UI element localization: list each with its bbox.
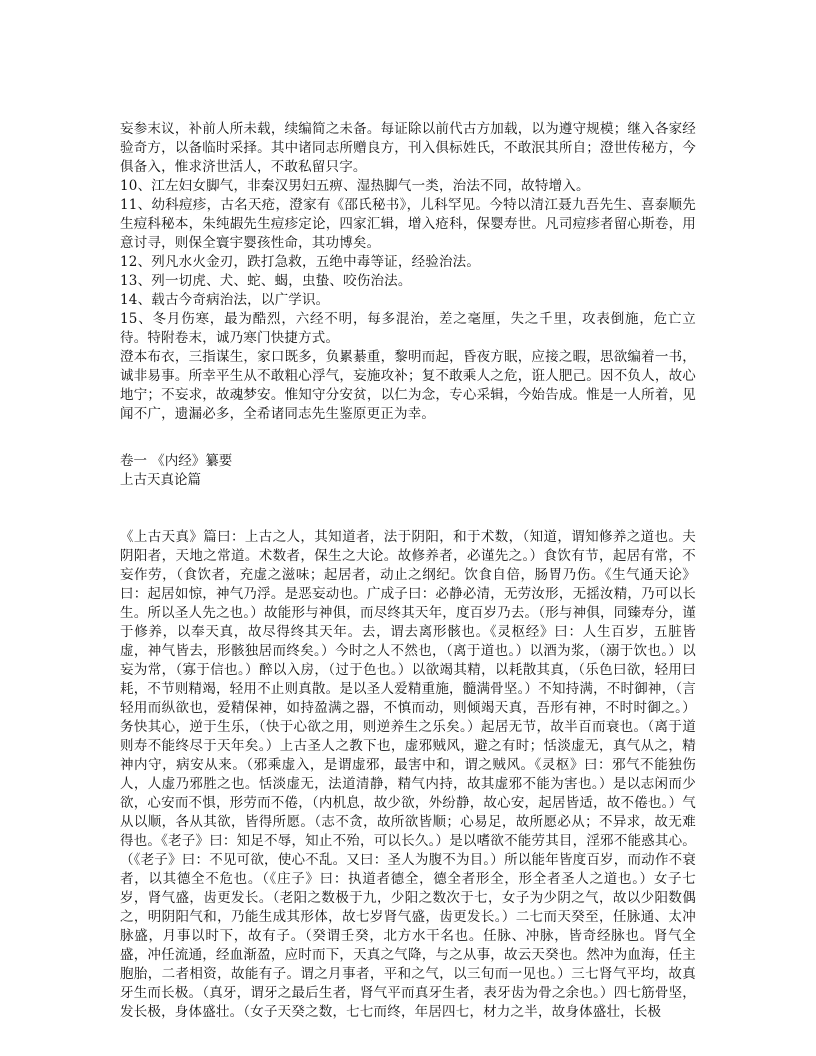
intro-item-13: 13、列一切虎、犬、蛇、蝎，虫蛰、咬伤治法。 <box>120 273 412 289</box>
author-closing-paragraph: 澄本布衣，三指谋生，家口既多，负累綦重，黎明而起，昏夜方眠，应接之暇，思欲编着一书，诚非易事。所幸平生从不敢粗心浮气，妄施攻补；复不敢乘人之危，诳人肥己。因不负人，故心地宁；不妄求，故魂梦安。惟知守分安贫，以仁为念，专心采辑，今始告成。惟是一人所着，见闻不广，遗漏必多，全希诸同志先生鉴原更正为幸。 <box>120 349 696 422</box>
intro-item-12: 12、列凡水火金刃，跌打急救，五绝中毒等证，经验治法。 <box>120 254 481 270</box>
chapter-title: 卷一 《内经》纂要 <box>120 453 233 469</box>
intro-item-15: 15、冬月伤寒，最为酷烈，六经不明，每多混治，差之毫厘，失之千里，攻表倒施，危亡立待。特附卷末，诚乃寒门快捷方式。 <box>120 311 696 346</box>
intro-paragraph: 妄参末议，补前人所未载，续编简之未备。每证除以前代古方加载，以为遵守规模；继入各家经验奇方，以备临时采择。其中诸同志所赠良方，刊入俱标姓氏，不敢泯其所自；澄世传秘方，今俱备入，惟求济世活人，不敢私留只字。 <box>120 121 696 175</box>
intro-item-10: 10、江左妇女脚气，非秦汉男妇五痹、湿热脚气一类，治法不同，故特增入。 <box>120 178 590 194</box>
section-title: 上古天真论篇 <box>120 472 201 488</box>
intro-item-11: 11、幼科痘疹，古名天疮，澄家有《邵氏秘书》，儿科罕见。今特以清江聂九吾先生、喜泰顺先生痘科秘本，朱纯嘏先生痘疹定论，四家汇辑，增入疮科，保婴寿世。凡司痘疹者留心斯卷，用意讨寻，则保全寰宇婴孩性命，其功博矣。 <box>120 197 696 251</box>
intro-item-14: 14、载古今奇病治法，以广学识。 <box>120 292 330 308</box>
body-text: 《上古天真》篇曰：上古之人，其知道者，法于阴阳，和于术数，（知道，谓知修养之道也。夫阴阳者，天地之常道。术数者，保生之大论。故修养者，必谨先之。）食饮有节，起居有常，不妄作劳，（食饮者，充虚之滋味；起居者，动止之纲纪。饮食自倍，肠胃乃伤。《生气通天论》曰：起居如惊，神气乃浮。是恶妄动也。广成子曰：必静必清，无劳汝形，无摇汝精，乃可以长生。所以圣人先之也。）故能形与神俱，而尽终其天年，度百岁乃去。（形与神俱，同臻寿分，谨于修养，以奉天真，故尽得终其天年。去，谓去离形骸也。《灵枢经》曰：人生百岁，五脏皆虚，神气皆去，形骸独居而终矣。）今时之人不然也，（离于道也。）以酒为浆，（溺于饮也。）以妄为常，（寡于信也。）醉以入房，（过于色也。）以欲竭其精，以耗散其真，（乐色曰欲，轻用曰耗，不节则精竭，轻用不止则真散。是以圣人爱精重施，髓满骨坚。）不知持满，不时御神，（言轻用而纵欲也，爱精保神，如持盈满之器，不慎而动，则倾竭天真，吾形有神，不时时御之。）务快其心，逆于生乐，（快于心欲之用，则逆养生之乐矣。）起居无节，故半百而衰也。（离于道则寿不能终尽于天年矣。）上古圣人之教下也，虚邪贼风，避之有时；恬淡虚无，真气从之，精神内守，病安从来。（邪乘虚入，是谓虚邪，最害中和，谓之贼风。《灵枢》曰：邪气不能独伤人，人虚乃邪胜之也。恬淡虚无，法道清静，精气内持，故其虚邪不能为害也。）是以志闲而少欲，心安而不惧，形劳而不倦，（内机息，故少欲，外纷静，故心安，起居皆适，故不倦也。）气从以顺，各从其欲，皆得所愿。（志不贪，故所欲皆顺；心易足，故所愿必从；不异求，故无难得也。《老子》曰：知足不辱，知止不殆，可以长久。）是以嗜欲不能劳其目，淫邪不能惑其心。（《老子》曰：不见可欲，使心不乱。又曰：圣人为腹不为目。）所以能年皆度百岁，而动作不衰者，以其德全不危也。（《庄子》曰：执道者德全，德全者形全，形全者圣人之道也。）女子七岁，肾气盛，齿更发长。（老阳之数极于九，少阳之数次于七，女子为少阴之气，故以少阳数偶之，明阴阳气和，乃能生成其形体，故七岁肾气盛，齿更发长。）二七而天癸至，任脉通、太冲脉盛，月事以时下，故有子。（癸谓壬癸，北方水干名也。任脉、冲脉，皆奇经脉也。肾气全盛，冲任流通，经血渐盈，应时而下，天真之气降，与之从事，故云天癸也。然冲为血海，任主胞胎，二者相资，故能有子。谓之月事者，平和之气，以三旬而一见也。）三七肾气平均，故真牙生而长极。（真牙，谓牙之最后生者，肾气平而真牙生者，表牙齿为骨之余也。）四七筋骨坚，发长极，身体盛壮。（女子天癸之数，七七而终，年居四七，材力之半，故身体盛壮，长极 <box>120 529 696 1020</box>
document-page <box>120 120 696 1022</box>
